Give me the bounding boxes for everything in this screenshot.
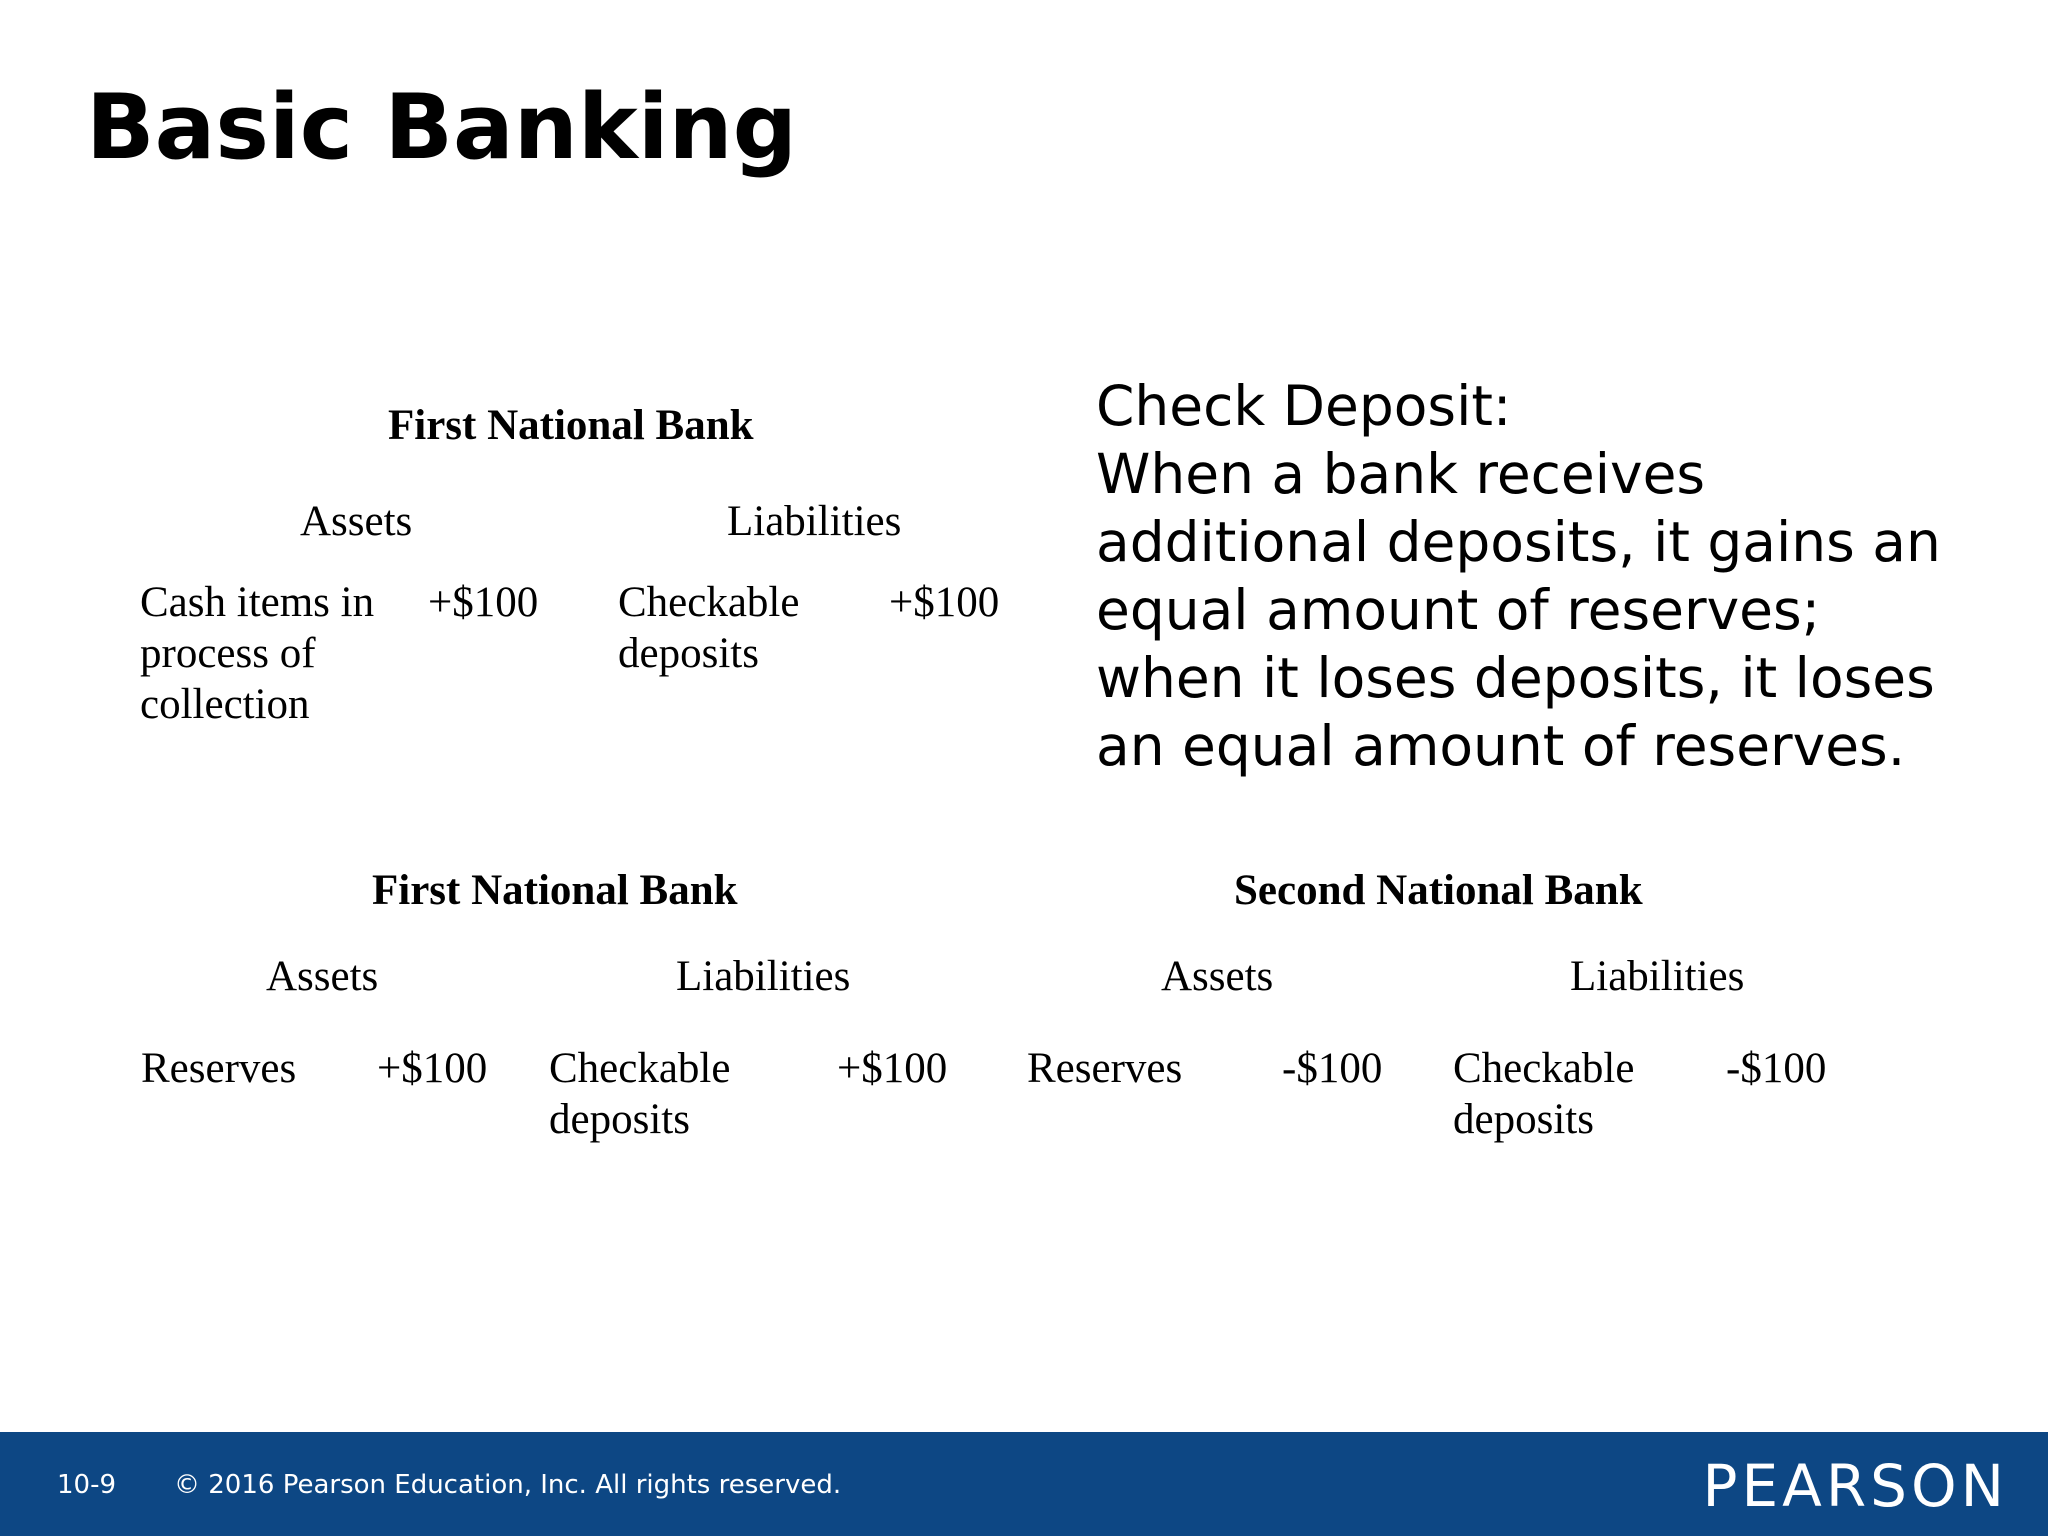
liability-value: +$100 (889, 579, 1000, 626)
pearson-logo: PEARSON (1702, 1452, 2008, 1520)
slide-title: Basic Banking (86, 75, 798, 180)
liability-item: Checkable deposits (618, 579, 800, 677)
bank-title: First National Bank (388, 402, 754, 449)
asset-item: Reserves (1027, 1045, 1183, 1092)
footer-bar (0, 1432, 2048, 1536)
slide-number: 10-9 (57, 1470, 117, 1500)
liability-item: Checkable deposits (549, 1045, 731, 1143)
asset-value: +$100 (428, 579, 539, 626)
asset-value: -$100 (1282, 1045, 1383, 1092)
liability-value: +$100 (837, 1045, 948, 1092)
assets-header: Assets (300, 498, 413, 545)
check-deposit-callout: Check Deposit: When a bank receives additional deposits, it gains an equal amount of reserves; when it loses deposits, it loses an equal amount of reserves. (1096, 374, 1941, 778)
copyright-notice: © 2016 Pearson Education, Inc. All rights reserved. (174, 1470, 842, 1500)
assets-header: Assets (266, 953, 379, 1000)
liability-item: Checkable deposits (1453, 1045, 1635, 1143)
liabilities-header: Liabilities (676, 953, 851, 1000)
liability-value: -$100 (1726, 1045, 1827, 1092)
asset-value: +$100 (377, 1045, 488, 1092)
liabilities-header: Liabilities (727, 498, 902, 545)
liabilities-header: Liabilities (1570, 953, 1745, 1000)
assets-header: Assets (1161, 953, 1274, 1000)
bank-title: Second National Bank (1234, 867, 1643, 914)
asset-item: Cash items in process of collection (140, 579, 375, 728)
asset-item: Reserves (141, 1045, 297, 1092)
bank-title: First National Bank (372, 867, 738, 914)
